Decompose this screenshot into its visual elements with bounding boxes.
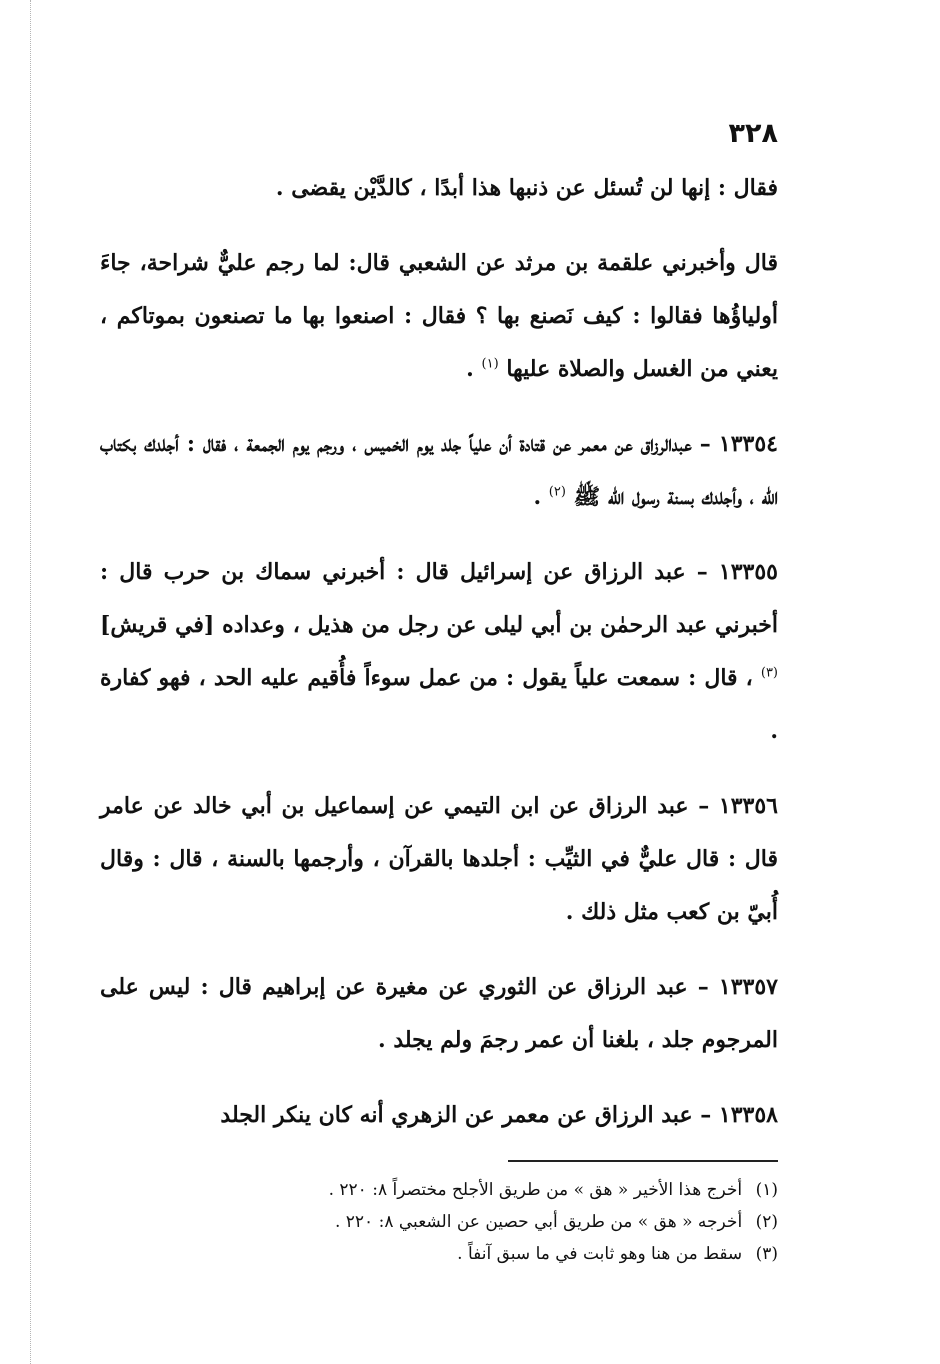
hadith-13357 [100,961,778,1067]
footnote-separator [508,1160,778,1162]
hadith-number: ١٣٣٥٤ [718,431,778,457]
page-margin-rule [30,0,31,1364]
hadith-number: ١٣٣٥٧ [718,974,778,1000]
footnote-2 [100,1206,778,1238]
hadith-number: ١٣٣٥٦ [718,793,778,819]
footnote-marker: (١) [755,1180,778,1200]
footnote-marker: (٢) [755,1212,778,1232]
footnote-ref: (١) [481,356,499,372]
footnote-ref: (٣) [760,665,778,681]
paragraph-text: – عبد الرزاق عن الثوري عن مغيرة عن إبراهيم قال : ليس على المرجوم جلد ، بلغنا أن عمر رجمَ ولم يجلد . [100,974,778,1053]
hadith-number: ١٣٣٥٥ [718,559,778,585]
paragraph-tail: . [466,356,474,382]
footnote-ref: (٢) [548,484,566,500]
footnote-text: أخرجه « هق » من طريق أبي حصين عن الشعبي ٨: ٢٢٠ . [334,1212,743,1232]
hadith-13358 [100,1089,778,1142]
hadith-13355 [100,546,778,758]
footnote-3 [100,1238,778,1270]
paragraph-intro [100,162,778,215]
paragraph-text: – عبدالرزاق عن معمر عن قتادة أن علياً جلد يوم الخميس ، ورجم يوم الجمعة ، فقال : أجلدك بكتاب الله ، وأجلدك بسنة رسول الله ﷺ [100,431,778,510]
footnote-text: سقط من هنا وهو ثابت في ما سبق آنفاً . [457,1244,743,1264]
paragraph-text: فقال : إنها لن تُسئل عن ذنبها هذا أبدًا ، كالدَّيْن يقضى . [275,175,778,201]
book-page [100,112,778,1270]
paragraph-text: – عبد الرزاق عن معمر عن الزهري أنه كان ينكر الجلد [220,1102,712,1128]
paragraph-tail: . [533,484,542,510]
paragraph-shurahah [100,237,778,396]
hadith-number: ١٣٣٥٨ [718,1102,778,1128]
footnote-marker: (٣) [755,1244,778,1264]
page-number: ٣٢٨ [728,118,778,149]
footnote-text: أخرج هذا الأخير « هق » من طريق الأجلح مختصراً ٨: ٢٢٠ . [328,1180,743,1200]
paragraph-tail: ، قال : سمعت علياً يقول : من عمل سوءاً فأُقيم عليه الحد ، فهو كفارة . [100,665,778,744]
paragraph-text: – عبد الرزاق عن ابن التيمي عن إسماعيل بن أبي خالد عن عامر قال : قال عليٌّ في الثيِّب : أجلدها بالقرآن ، وأرجمها بالسنة ، قال : وقال أُبيّ بن كعب مثل ذلك . [100,793,778,925]
paragraph-text: قال وأخبرني علقمة بن مرثد عن الشعبي قال: لما رجم عليٌّ شراحة، جاءَ أولياؤُها فقالوا : كيف نَصنع بها ؟ فقال : اصنعوا بها ما تصنعون بموتاكم ، يعني من الغسل والصلاة عليها [100,250,778,382]
hadith-13356 [100,780,778,939]
footnote-1 [100,1174,778,1206]
footnotes [100,1174,778,1270]
hadith-13354 [100,418,778,524]
paragraph-text: – عبد الرزاق عن إسرائيل قال : أخبرني سماك بن حرب قال : أخبرني عبد الرحمٰن بن أبي ليلى عن رجل من هذيل ، وعداده [في قريش] [100,559,779,638]
